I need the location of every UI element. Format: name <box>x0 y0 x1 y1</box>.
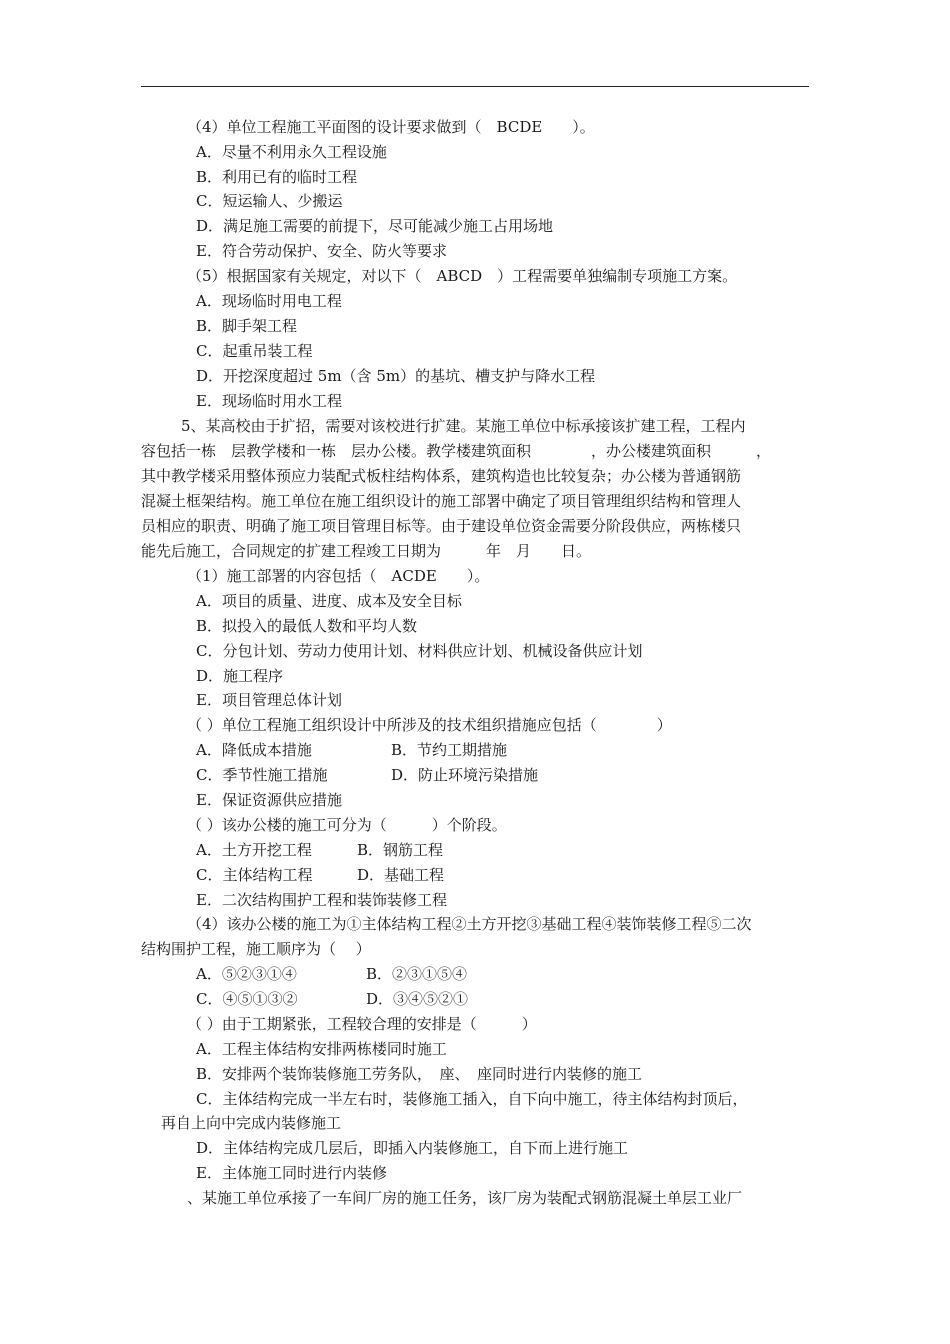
sub-question-2: （ ）单位工程施工组织设计中所涉及的技术组织措施应包括（ ） <box>187 716 672 734</box>
option-d: D．满足施工需要的前提下，尽可能减少施工占用场地 <box>196 217 554 235</box>
option-a: A．项目的质量、进度、成本及安全目标 <box>196 592 462 610</box>
option-c: C．季节性施工措施 <box>196 766 328 784</box>
option-e: E．二次结构围护工程和装饰装修工程 <box>196 891 447 909</box>
option-b: B．利用已有的临时工程 <box>196 168 358 186</box>
question-4: （4）单位工程施工平面图的设计要求做到（ BCDE ）。 <box>187 118 595 136</box>
option-e: E．项目管理总体计划 <box>196 691 342 709</box>
option-d: D．施工程序 <box>196 667 284 685</box>
option-d: D．基础工程 <box>357 866 445 884</box>
option-d: D．③④⑤②① <box>366 990 469 1008</box>
case-paragraph-line: 员相应的职责、明确了施工项目管理目标等。由于建设单位资金需要分阶段供应，两栋楼只 <box>141 517 742 535</box>
option-d: D．防止环境污染措施 <box>391 766 539 784</box>
option-b: B．②③①⑤④ <box>366 965 468 983</box>
option-d: D．开挖深度超过 5m（含 5m）的基坑、槽支护与降水工程 <box>196 367 596 385</box>
option-b: B．脚手架工程 <box>196 317 298 335</box>
option-d: D．主体结构完成几层后，即插入内装修施工，自下而上进行施工 <box>196 1139 629 1157</box>
option-e: E．符合劳动保护、安全、防火等要求 <box>196 242 447 260</box>
option-a: A．降低成本措施 <box>196 741 312 759</box>
header-rule <box>141 86 809 87</box>
option-c: C．④⑤①③② <box>196 990 298 1008</box>
option-b: B．钢筋工程 <box>357 841 444 859</box>
sub-question-4: （4）该办公楼的施工为①主体结构工程②土方开挖③基础工程④装饰装修工程⑤二次 <box>187 915 752 933</box>
case-paragraph-line: 混凝土框架结构。施工单位在施工组织设计的施工部署中确定了项目管理组织结构和管理人 <box>141 492 742 510</box>
option-c: C．主体结构完成一半左右时，装修施工插入，自下向中施工，待主体结构封顶后， <box>196 1090 748 1108</box>
option-a: A．⑤②③①④ <box>196 965 297 983</box>
case-paragraph-line: 其中教学楼采用整体预应力装配式板柱结构体系，建筑构造也比较复杂；办公楼为普通钢筋 <box>141 467 742 485</box>
option-c: C．主体结构工程 <box>196 866 313 884</box>
option-e: E．主体施工同时进行内装修 <box>196 1164 387 1182</box>
option-c-cont: 再自上向中完成内装修施工 <box>161 1114 342 1132</box>
option-b: B．安排两个装饰装修施工劳务队， 座、 座同时进行内装修的施工 <box>196 1065 643 1083</box>
option-a: A．工程主体结构安排两栋楼同时施工 <box>196 1040 447 1058</box>
option-c: C．起重吊装工程 <box>196 342 313 360</box>
case-paragraph-line: 容包括一栋 层教学楼和一栋 层办公楼。教学楼建筑面积 ，办公楼建筑面积 ， <box>141 442 772 460</box>
case-paragraph-line: 5、某高校由于扩招，需要对该校进行扩建。某施工单位中标承接该扩建工程，工程内 <box>181 417 746 435</box>
sub-question-1: （1）施工部署的内容包括（ ACDE ）。 <box>187 567 490 585</box>
option-e: E．保证资源供应措施 <box>196 791 342 809</box>
option-b: B．节约工期措施 <box>391 741 508 759</box>
option-c: C．分包计划、劳动力使用计划、材料供应计划、机械设备供应计划 <box>196 642 643 660</box>
option-c: C．短运输人、少搬运 <box>196 192 343 210</box>
option-a: A．土方开挖工程 <box>196 841 312 859</box>
option-a: A．现场临时用电工程 <box>196 292 342 310</box>
question-5: （5）根据国家有关规定，对以下（ ABCD ）工程需要单独编制专项施工方案。 <box>187 267 738 285</box>
option-e: E．现场临时用水工程 <box>196 392 342 410</box>
case-paragraph-line: 能先后施工，合同规定的扩建工程竣工日期为 年 月 日。 <box>141 542 592 560</box>
sub-question-5: （ ）由于工期紧张，工程较合理的安排是（ ） <box>187 1015 537 1033</box>
option-a: A．尽量不利用永久工程设施 <box>196 143 387 161</box>
next-case-paragraph: 、某施工单位承接了一车间厂房的施工任务，该厂房为装配式钢筋混凝土单层工业厂 <box>187 1189 743 1207</box>
option-b: B．拟投入的最低人数和平均人数 <box>196 617 418 635</box>
sub-question-4-cont: 结构围护工程，施工顺序为（ ） <box>141 940 371 958</box>
sub-question-3: （ ）该办公楼的施工可分为（ ）个阶段。 <box>187 816 507 834</box>
